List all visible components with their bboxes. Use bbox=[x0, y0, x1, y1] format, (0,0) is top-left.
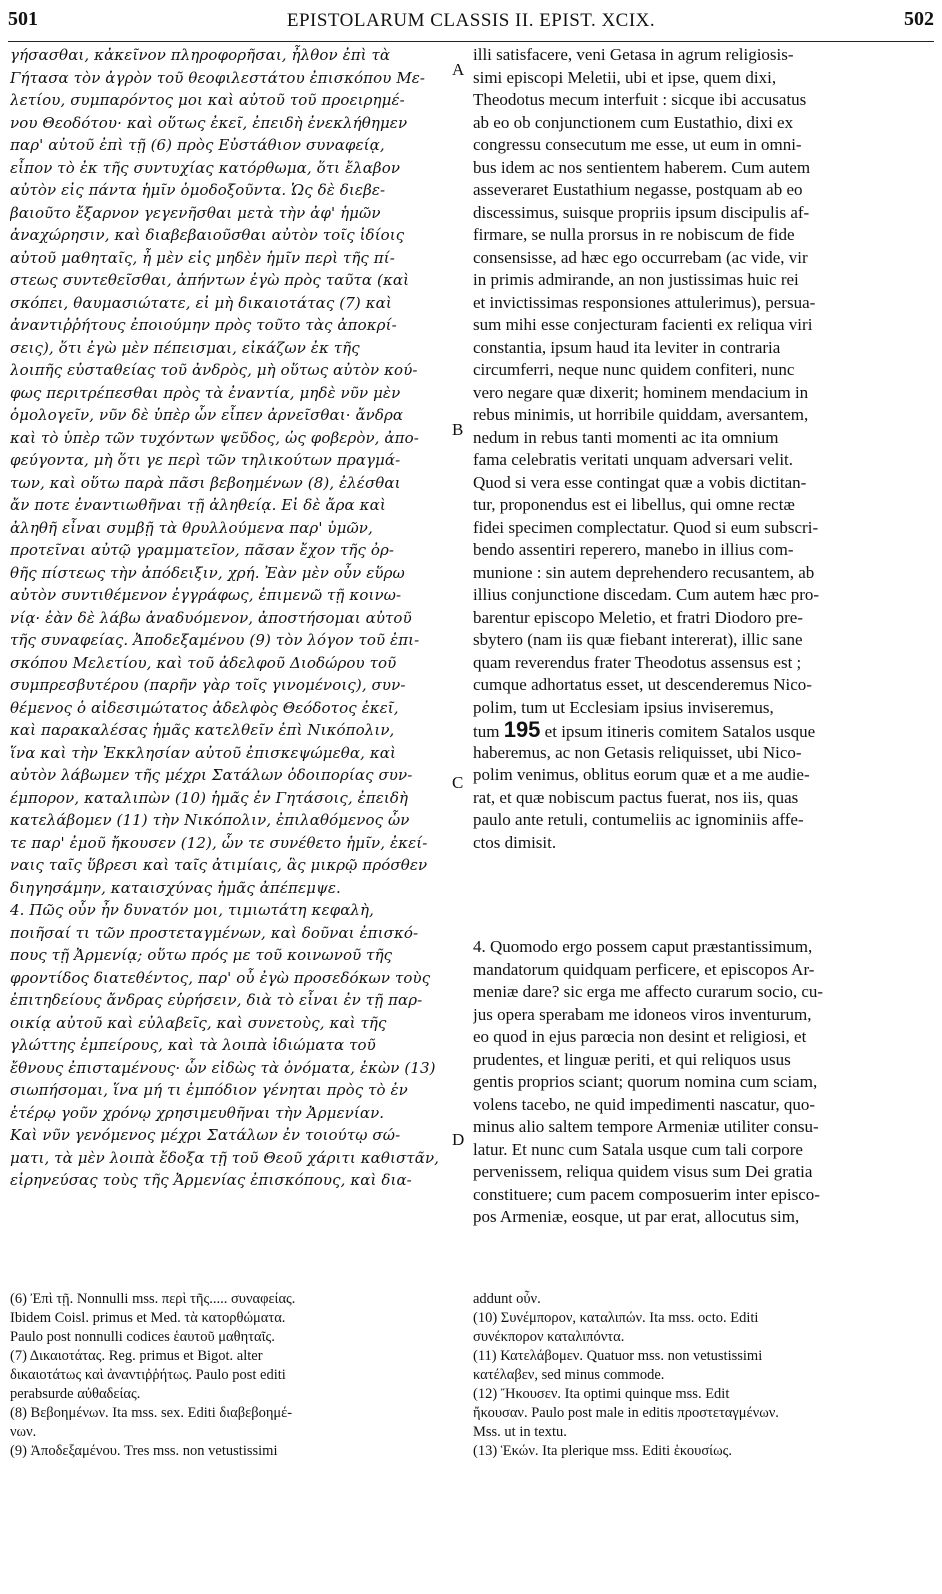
latin-text-line: bus idem ac nos sentientem haberem. Cum autem bbox=[473, 157, 811, 177]
latin-text-line: ctos dimisit. bbox=[473, 832, 557, 852]
latin-text-line: rat, et quæ nobiscum pactus fuerat, nos iis, quas bbox=[473, 787, 799, 807]
latin-text-line: fama celebratis veritati unquam adversari velit. bbox=[473, 450, 794, 469]
greek-text-line: πους τῇ Ἀρμενίᾳ; οὕτω πρός με τοῦ κοινωνοῦ τῆς bbox=[10, 946, 393, 964]
latin-text-line: circumferri, neque nunc quidem confiteri, nunc bbox=[473, 360, 795, 379]
latin-text-line: simi episcopi Meletii, ubi et ipse, quem dixi, bbox=[473, 67, 777, 87]
left-page-number: 501 bbox=[8, 8, 38, 30]
footnote-line: (12) Ἤκουσεν. Ita optimi quinque mss. Edit bbox=[473, 1386, 730, 1402]
latin-text-line: et invictissimas responsiones attulerimus), persua- bbox=[473, 292, 816, 312]
greek-text-line: φως περιτρέπεσθαι πρὸς τὰ ἐναντία, μηδὲ νῦν μὲν bbox=[10, 383, 401, 402]
latin-text-line: constantia, ipsum haud ita leviter in contraria bbox=[473, 337, 781, 357]
footnote-line: addunt οὖν. bbox=[473, 1291, 541, 1307]
latin-text-line: pervenissem, reliqua quidem visus sum Dei gratia bbox=[473, 1162, 813, 1181]
latin-text-line: bendo assentiri reperero, manebo in illius com- bbox=[473, 540, 794, 559]
latin-text-line: haberemus, ac non Getasis reliquisset, ubi Nico- bbox=[473, 742, 802, 762]
greek-text-line: ἄν ποτε ἐναντιωθῆναι τῇ ἀληθείᾳ. Εἰ δὲ ἄρα καὶ bbox=[10, 496, 386, 514]
latin-text-line: sum mihi esse conjecturam facienti ex reliqua viri bbox=[473, 315, 813, 334]
greek-text-line: ὁμολογεῖν, νῦν δὲ ὑπὲρ ὧν εἶπεν ἀρνεῖσθαι· ἄνδρα bbox=[10, 406, 404, 424]
latin-text-line: asseveraret Eustathium negasse, postquam ab eo bbox=[473, 180, 803, 199]
greek-text-line: τε παρ' ἐμοῦ ἤκουσεν (12), ὧν τε συνέθετο ἡμῖν, ἐκεί- bbox=[10, 833, 428, 852]
greek-text-line: αὐτὸν εἰς πάντα ἡμῖν ὁμοδοξοῦντα. Ὡς δὲ διεβε- bbox=[10, 181, 386, 199]
column-number-marker: 195 bbox=[503, 719, 541, 742]
greek-text-line: ἀναχώρησιν, καὶ διαβεβαιοῦσθαι αὐτὸν τοῖς ἰδίοις bbox=[10, 226, 405, 244]
latin-text-line: discessimus, suisque propriis ipsum discipulis af- bbox=[473, 202, 810, 222]
footnotes-right bbox=[473, 1290, 933, 1461]
greek-text-line: συμπρεσβυτέρου (παρῆν γὰρ τοῖς γινομένοις), συν- bbox=[10, 676, 406, 694]
latin-text-line: Theodotus mecum interfuit : sicque ibi accusatus bbox=[473, 90, 807, 109]
latin-text-line: quam reverendus frater Theodotus assensus est ; bbox=[473, 652, 802, 672]
latin-column bbox=[473, 44, 933, 894]
greek-text-line: των, καὶ οὕτω παρὰ πᾶσι βεβοημένων (8), ἐλέσθαι bbox=[10, 473, 401, 492]
latin-text-line bbox=[473, 719, 933, 742]
greek-text-line: αὐτὸν λάβωμεν τῆς μέχρι Σατάλων ὁδοιπορίας συν- bbox=[10, 766, 413, 784]
greek-text-line: γλώττης ἐμπείρους, καὶ τὰ λοιπὰ ἰδιώματα τοῦ bbox=[10, 1036, 376, 1054]
latin-text-line: tur, proponendus est ei libellus, qui omne rectæ bbox=[473, 495, 795, 514]
footnote-line: (13) Ἑκών. Ita plerique mss. Editi ἑκουσίως. bbox=[473, 1443, 732, 1459]
latin-text-line: paulo ante retuli, contumeliis ac ignominiis affe- bbox=[473, 810, 804, 829]
latin-text-line: ab eo ob conjunctionem cum Eustathio, dixi ex bbox=[473, 112, 794, 132]
greek-text-line: ναις ταῖς ὕβρεσι καὶ ταῖς ἀτιμίαις, ἃς μικρῷ πρόσθεν bbox=[10, 856, 428, 874]
footnote-line: (9) Ἀποδεξαμένου. Tres mss. non vetustissimi bbox=[10, 1443, 278, 1459]
latin-text-line: cumque adhortatus esset, ut descenderemus Nico- bbox=[473, 675, 812, 694]
margin-marker-b: B bbox=[452, 420, 464, 439]
footnote-line: (8) Βεβοημένων. Ita mss. sex. Editi διαβεβοημέ- bbox=[10, 1405, 293, 1421]
greek-text-line: ἔθνους ἐπισταμένους· ὧν εἰδὼς τὰ ὀνόματα, ἑκὼν (13) bbox=[10, 1058, 436, 1077]
latin-line-prefix: tum bbox=[473, 722, 504, 741]
latin-text-line: nedum in rebus tanti momenti ac ita omnium bbox=[473, 427, 779, 447]
footnote-line: κατέλαβεν, sed minus commode. bbox=[473, 1367, 665, 1383]
greek-text-line: ματι, τὰ μὲν λοιπὰ ἔδοξα τῇ τοῦ Θεοῦ χάριτι καθιστᾶν, bbox=[10, 1148, 440, 1167]
latin-text-line: firmare, se nulla prorsus in re nobiscum de fide bbox=[473, 225, 795, 244]
footnote-line: Ibidem Coisl. primus et Med. τὰ κατορθώματα. bbox=[10, 1310, 286, 1326]
latin-text-line: illi satisfacere, veni Getasa in agrum religiosis- bbox=[473, 45, 794, 64]
greek-text-line: Γήτασα τὸν ἀγρὸν τοῦ θεοφιλεστάτου ἐπισκόπου Με- bbox=[10, 68, 426, 87]
greek-text-line: αὐτοῦ μαθηταῖς, ἦ μὲν εἰς μηδὲν ἡμῖν περὶ τῆς πί- bbox=[10, 248, 395, 267]
latin-text-line: prudentes, et linguæ periti, et qui reliquos usus bbox=[473, 1049, 791, 1069]
footnote-line: (7) Δικαιοτάτας. Reg. primus et Bigot. alter bbox=[10, 1348, 263, 1364]
margin-marker-c: C bbox=[452, 773, 464, 792]
greek-text-line: οικίᾳ αὐτοῦ καὶ εὐλαβεῖς, καὶ συνετοὺς, καὶ τῆς bbox=[10, 1013, 387, 1032]
footnote-line: (11) Κατελάβομεν. Quatuor mss. non vetustissimi bbox=[473, 1348, 763, 1364]
greek-text-line: ἀληθῆ εἶναι συμβῇ τὰ θρυλλούμενα παρ' ὑμῶν, bbox=[10, 518, 373, 537]
greek-text-line: λοιπῆς εὐσταθείας τοῦ ἀνδρὸς, μὴ οὕτως αὐτὸν κού- bbox=[10, 361, 418, 379]
latin-text-line: constituere; cum pacem composuerim inter episco- bbox=[473, 1184, 820, 1204]
greek-text-line: σιωπήσομαι, ἵνα μή τι ἐμπόδιον γένηται πρὸς τὸ ἐν bbox=[10, 1081, 408, 1099]
latin-text-line: mandatorum quidquam perficere, et episcopos Ar- bbox=[473, 959, 815, 979]
latin-text-line: rebus minimis, ut horribile quiddam, aversantem, bbox=[473, 405, 809, 424]
footnote-line: νων. bbox=[10, 1424, 37, 1440]
greek-text-line: νου Θεοδότου· καὶ οὕτως ἐκεῖ, ἐπειδὴ ἐνεκλήθημεν bbox=[10, 113, 408, 132]
margin-marker-a: A bbox=[452, 60, 465, 79]
latin-text-line: illius conjunctione discedam. Cum autem hæc pro- bbox=[473, 585, 820, 604]
latin-text-line: 4. Quomodo ergo possem caput præstantissimum, bbox=[473, 937, 813, 956]
latin-text-line: barentur episcopo Meletio, et fratri Diodoro pre- bbox=[473, 607, 803, 627]
greek-text-line: 4. Πῶς οὖν ἦν δυνατόν μοι, τιμιωτάτη κεφαλὴ, bbox=[10, 901, 374, 919]
latin-text-line: congressu consecutum me esse, ut eum in omni- bbox=[473, 135, 802, 154]
latin-section-4 bbox=[473, 936, 933, 1246]
greek-text-line: αὐτὸν συντιθέμενον ἐγγράφως, ἐπιμενῶ τῇ κοινω- bbox=[10, 586, 402, 604]
greek-text-line: εἰρηνεύσας τοὺς τῆς Ἀρμενίας ἐπισκόπους, καὶ δια- bbox=[10, 1171, 412, 1189]
greek-text-line: ἐπιτηδείους ἄνδρας εὑρήσειν, διὰ τὸ εἶναι ἐν τῇ παρ- bbox=[10, 991, 423, 1009]
latin-text-line: jus opera sperabam me idoneos viros inventurum, bbox=[473, 1004, 812, 1024]
footnote-line: (6) Ἐπὶ τῇ. Nonnulli mss. περὶ τῆς..... συναφείας. bbox=[10, 1291, 296, 1307]
greek-text-line: προτεῖναι αὐτῷ γραμματεῖον, πᾶσαν ἔχον τῆς ὀρ- bbox=[10, 541, 395, 559]
latin-text-line: polim, tum ut Ecclesiam ipsius inviseremus, bbox=[473, 697, 774, 717]
greek-text-line: καὶ παρακαλέσας ἡμᾶς κατελθεῖν ἐπὶ Νικόπολιν, bbox=[10, 721, 395, 739]
footnotes-left bbox=[10, 1290, 458, 1461]
greek-text-line: ἵνα καὶ τὴν Ἐκκλησίαν αὐτοῦ ἐπισκεψώμεθα, καὶ bbox=[10, 743, 396, 762]
greek-text-line: καὶ τὸ ὑπὲρ τῶν τυχόντων ψεῦδος, ὡς φοβερὸν, ἀπο- bbox=[10, 428, 419, 447]
greek-text-line: διηγησάμην, καταισχύνας ἡμᾶς ἀπέπεμψε. bbox=[10, 878, 341, 897]
footnote-line: (10) Συνέμπορον, καταλιπών. Ita mss. octo. Editi bbox=[473, 1310, 759, 1326]
running-header bbox=[8, 8, 934, 42]
greek-text-line: έμπορον, καταλιπὼν (10) ἡμᾶς ἐν Γητάσοις, ἐπειδὴ bbox=[10, 788, 409, 807]
greek-text-line: λετίου, συμπαρόντος μοι καὶ αὐτοῦ τοῦ προειρημέ- bbox=[10, 91, 405, 109]
latin-text-line: consensisse, ad hæc ego occurrebam (ac vide, vir bbox=[473, 247, 808, 267]
footnote-line: Mss. ut in textu. bbox=[473, 1424, 567, 1440]
greek-text-line: ἀναντιῤῥήτους ἐποιούμην πρὸς τοῦτο τὰς ἀποκρί- bbox=[10, 316, 397, 334]
footnote-line: ἤκουσαν. Paulo post male in editis προστεταγμένων. bbox=[473, 1405, 779, 1421]
latin-text-line: vero negare quæ dixerit; hominem mendacium in bbox=[473, 382, 809, 402]
latin-text-line: in primis admirande, an non justissimas huic rei bbox=[473, 270, 799, 289]
running-title: EPISTOLARUM CLASSIS II. EPIST. XCIX. bbox=[286, 10, 656, 31]
latin-text-line: eo quod in ejus parœcia non desint et religiosi, et bbox=[473, 1027, 807, 1046]
footnote-line: συνέκπορον καταλιπόντα. bbox=[473, 1329, 625, 1345]
greek-text-line: ποιῆσαί τι τῶν προστεταγμένων, καὶ δοῦναι ἐπισκό- bbox=[10, 923, 419, 942]
latin-text-line: munione : sin autem deprehendero recusantem, ab bbox=[473, 562, 815, 582]
greek-text-line: ἑτέρῳ γοῦν χρόνῳ χρησιμευθῆναι τὴν Ἀρμενίαν. bbox=[10, 1103, 385, 1122]
latin-text-line: volens tacebo, ne quid impedimenti nascatur, quo- bbox=[473, 1094, 816, 1114]
greek-text-line: γήσασθαι, κἀκεῖνον πληροφορῆσαι, ἦλθον ἐπὶ τὰ bbox=[10, 46, 391, 64]
latin-text-line: minus alio saltem tempore Armeniæ utiliter consu- bbox=[473, 1117, 819, 1136]
greek-text-line: βαιοῦτο ἔξαρνον γεγενῆσθαι μετὰ τὴν ἀφ' ἡμῶν bbox=[10, 203, 381, 222]
latin-text-line: Quod si vera esse contingat quæ a vobis dictitan- bbox=[473, 472, 807, 492]
greek-text-line: σκόπου Μελετίου, καὶ τοῦ ἀδελφοῦ Διοδώρου τοῦ bbox=[10, 653, 397, 672]
margin-marker-d: D bbox=[452, 1130, 465, 1149]
greek-text-line: θέμενος ὁ αἰδεσιμώτατος ἀδελφὸς Θεόδοτος ἐκεῖ, bbox=[10, 698, 399, 717]
greek-text-line: εἶπον τὸ ἐκ τῆς συντυχίας κατόρθωμα, ὅτι ἔλαβον bbox=[10, 158, 401, 177]
greek-text-line: φροντίδος διατεθέντος, παρ' οὗ ἐγὼ προσεδόκων τοὺς bbox=[10, 968, 431, 987]
greek-text-line: κατελάβομεν (11) τὴν Νικόπολιν, ἐπιλαθόμενος ὧν bbox=[10, 811, 410, 829]
right-page-number: 502 bbox=[904, 8, 934, 30]
latin-text-line: meniæ dare? sic erga me affecto curarum socio, cu- bbox=[473, 982, 824, 1001]
greek-text-line: παρ' αὐτοῦ ἐπὶ τῇ (6) πρὸς Εὐστάθιον συναφείᾳ, bbox=[10, 136, 385, 154]
greek-text-line: τῆς συναφείας. Ἀποδεξαμένου (9) τὸν λόγον τοῦ ἐπι- bbox=[10, 631, 420, 649]
footnote-line: Paulo post nonnulli codices ἑαυτοῦ μαθηταῖς. bbox=[10, 1329, 275, 1345]
greek-text-line: σκόπει, θαυμασιώτατε, εἰ μὴ δικαιοτάτας (7) καὶ bbox=[10, 293, 392, 312]
latin-text-line: sbytero (nam iis quæ fiebant intererat), illic sane bbox=[473, 630, 803, 649]
greek-text-line: στεως συντεθεῖσθαι, ἀπήντων ἐγὼ πρὸς ταῦτα (καὶ bbox=[10, 271, 410, 289]
greek-text-line: νίᾳ· ἐὰν δὲ λάβω ἀναδυόμενον, ἀποστήσομαι αὐτοῦ bbox=[10, 608, 412, 627]
latin-text-line: latur. Et nunc cum Satala usque cum tali corpore bbox=[473, 1139, 803, 1159]
latin-text-line: fidei specimen complectatur. Quod si eum subscri- bbox=[473, 517, 819, 537]
footnote-line: perabsurde αὐθαδείας. bbox=[10, 1386, 141, 1402]
latin-text-line: polim venimus, oblitus eorum quæ et a me audie- bbox=[473, 765, 810, 784]
greek-text-line: σεις), ὅτι ἐγὼ μὲν πέπεισμαι, εἰκάζων ἐκ τῆς bbox=[10, 338, 360, 357]
latin-line-suffix: et ipsum itineris comitem Satalos usque bbox=[540, 722, 816, 741]
greek-text-line: Καὶ νῦν γενόμενος μέχρι Σατάλων ἐν τοιούτῳ σώ- bbox=[10, 1126, 401, 1144]
greek-column bbox=[10, 44, 458, 1189]
greek-text-line: θῆς πίστεως τὴν ἀπόδειξιν, χρή. Ἐὰν μὲν οὖν εὕρω bbox=[10, 563, 405, 582]
greek-text-line: φεύγοντα, μὴ ὅτι γε περὶ τῶν τηλικούτων πραγμά- bbox=[10, 451, 401, 469]
latin-text-line: pos Armeniæ, eosque, ut par erat, allocutus sim, bbox=[473, 1207, 800, 1226]
footnote-line: δικαιοτάτως καὶ ἀναντιῤῥήτως. Paulo post editi bbox=[10, 1367, 286, 1383]
latin-text-line: gentis proprios sciant; quorum nomina cum sciam, bbox=[473, 1072, 818, 1091]
